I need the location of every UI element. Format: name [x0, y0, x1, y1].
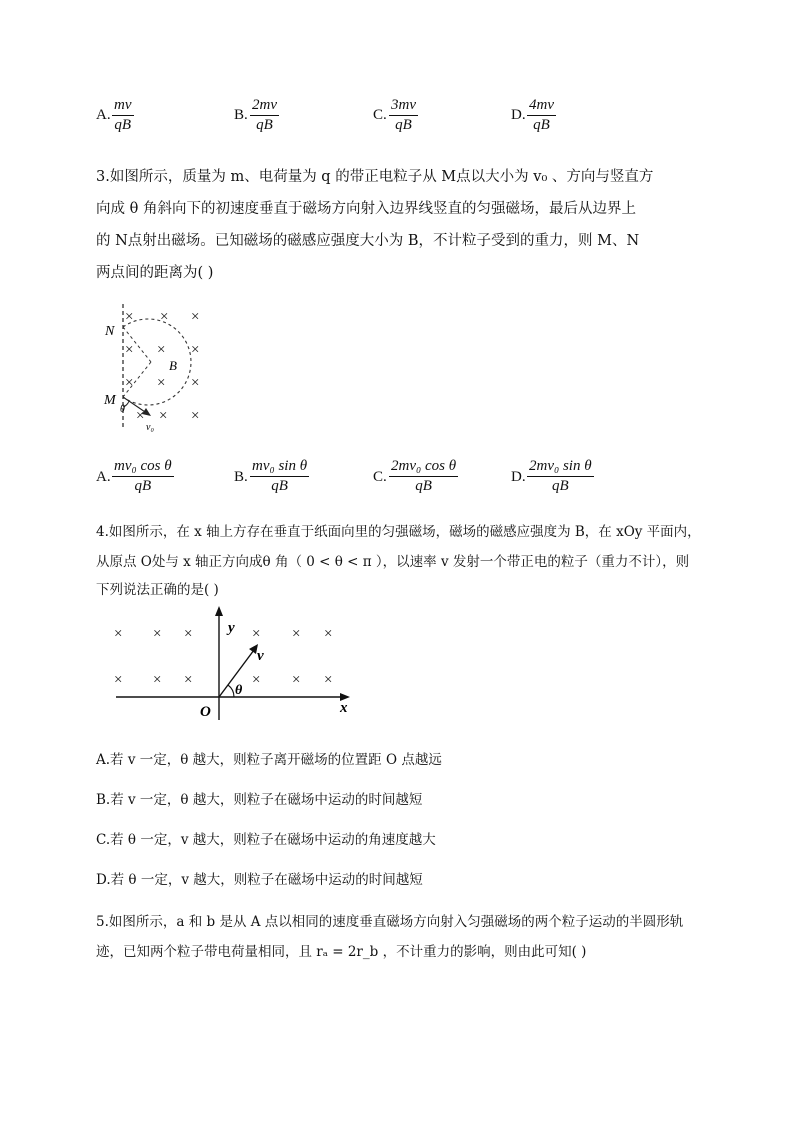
q3-cross: × [157, 342, 166, 358]
q3-cross: × [191, 375, 200, 391]
q4-cross: × [153, 672, 162, 688]
q3-label-m: M [104, 393, 116, 408]
q4-option-b[interactable]: B.若 v 一定，θ 越大，则粒子在磁场中运动的时间越短 [96, 792, 423, 808]
q2-option-b-numerator: 2mv [250, 97, 279, 116]
q3-option-d-numerator: 2mv₀ sin θ [527, 458, 594, 477]
q3-option-a-label: A. [96, 469, 111, 485]
q3-option-c-fraction[interactable] [389, 458, 458, 495]
q4-cross: × [252, 626, 261, 642]
q3-cross: × [125, 309, 134, 325]
q4-line-1: 4.如图所示，在 x 轴上方存在垂直于纸面向里的匀强磁场，磁场的磁感应强度为 B，在 xOy 平面内， [96, 524, 701, 540]
q3-cross: × [125, 342, 134, 358]
q4-label-theta: θ [235, 683, 243, 698]
q4-angle-arc [228, 685, 234, 697]
q4-option-a[interactable]: A.若 v 一定，θ 越大，则粒子离开磁场的位置距 O 点越远 [96, 752, 442, 768]
q3-cross: × [125, 375, 134, 391]
q3-option-d-fraction[interactable] [527, 458, 594, 495]
q5-line-2: 迹，已知两个粒子带电荷量相同，且 rₐ = 2r_b ，不计重力的影响，则由此可知( ) [96, 944, 587, 960]
q4-cross: × [292, 672, 301, 688]
q3-cross: × [159, 408, 168, 424]
q3-label-b: B [169, 358, 177, 373]
q3-line-1: 3.如图所示，质量为 m、电荷量为 q 的带正电粒子从 M点以大小为 v₀ 、方向与竖直方 [96, 169, 654, 185]
q3-label-n: N [105, 324, 115, 339]
q4-label-y: y [228, 620, 235, 636]
q4-cross: × [184, 672, 193, 688]
q3-line-3: 的 N点射出磁场。已知磁场的磁感应强度大小为 B，不计粒子受到的重力，则 M、N [96, 233, 640, 249]
q3-line-2: 向成 θ 角斜向下的初速度垂直于磁场方向射入边界线竖直的匀强磁场，最后从边界上 [96, 201, 636, 217]
q3-label-theta: θ [120, 404, 125, 415]
q2-option-b-denominator: qB [256, 117, 273, 133]
q4-y-axis-arrowhead [215, 606, 223, 616]
q4-option-c[interactable]: C.若 θ 一定，v 越大，则粒子在磁场中运动的角速度越大 [96, 832, 436, 848]
q2-option-c-numerator: 3mv [389, 97, 418, 116]
q3-cross: × [191, 309, 200, 325]
q3-option-b-numerator: mv₀ sin θ [250, 458, 309, 477]
q3-option-d-denominator: qB [551, 478, 569, 494]
q4-label-v: v [257, 648, 264, 664]
q2-option-a-numerator: mv [112, 97, 134, 116]
q2-option-c-denominator: qB [395, 117, 412, 133]
q2-option-d-fraction[interactable] [527, 97, 556, 134]
q2-option-a-fraction[interactable] [112, 97, 134, 134]
q3-cross: × [191, 408, 200, 424]
q3-label-v0: v₀ [146, 422, 154, 433]
q4-cross: × [252, 672, 261, 688]
q4-label-origin: O [200, 704, 211, 720]
q2-option-a-denominator: qB [114, 117, 132, 133]
q4-line-2: 从原点 O处与 x 轴正方向成θ 角（ 0 < θ < π ），以速率 v 发射一个带正电的粒子（重力不计），则 [96, 554, 690, 570]
q4-cross: × [324, 626, 333, 642]
q5-line-1: 5.如图所示，a 和 b 是从 A 点以相同的速度垂直磁场方向射入匀强磁场的两个粒子运动的半圆形轨 [96, 914, 684, 930]
q3-figure [96, 300, 226, 438]
q3-cross: × [136, 408, 145, 424]
q4-cross: × [114, 626, 123, 642]
q4-cross: × [324, 672, 333, 688]
q3-option-b-denominator: qB [271, 478, 288, 494]
q3-option-a-numerator: mv₀ cos θ [112, 458, 174, 477]
q4-cross: × [114, 672, 123, 688]
q2-option-a-label: A. [96, 107, 111, 123]
q3-line-4: 两点间的距离为( ) [96, 265, 214, 281]
q4-cross: × [184, 626, 193, 642]
q2-option-d-denominator: qB [533, 117, 550, 133]
q4-cross: × [292, 626, 301, 642]
q3-cross: × [191, 342, 200, 358]
q3-option-c-label: C. [373, 469, 387, 485]
q4-cross: × [153, 626, 162, 642]
q3-option-c-numerator: 2mv₀ cos θ [389, 458, 458, 477]
q4-figure [108, 604, 358, 726]
q3-cross: × [160, 309, 169, 325]
q2-option-d-label: D. [511, 107, 526, 123]
q2-option-c-label: C. [373, 107, 387, 123]
q3-arc-trajectory [123, 319, 191, 405]
q3-cross: × [157, 375, 166, 391]
q3-option-a-fraction[interactable] [112, 458, 174, 495]
q3-option-b-label: B. [234, 469, 248, 485]
q3-option-a-denominator: qB [134, 478, 152, 494]
q2-option-b-label: B. [234, 107, 248, 123]
q3-option-d-label: D. [511, 469, 526, 485]
q4-label-x: x [340, 700, 348, 716]
q3-option-b-fraction[interactable] [250, 458, 309, 495]
q4-option-d[interactable]: D.若 θ 一定，v 越大，则粒子在磁场中运动的时间越短 [96, 872, 423, 888]
q3-option-c-denominator: qB [415, 478, 432, 494]
q2-option-c-fraction[interactable] [389, 97, 418, 134]
q2-option-b-fraction[interactable] [250, 97, 279, 134]
q4-line-3: 下列说法正确的是( ) [96, 582, 219, 598]
q2-option-d-numerator: 4mv [527, 97, 556, 116]
